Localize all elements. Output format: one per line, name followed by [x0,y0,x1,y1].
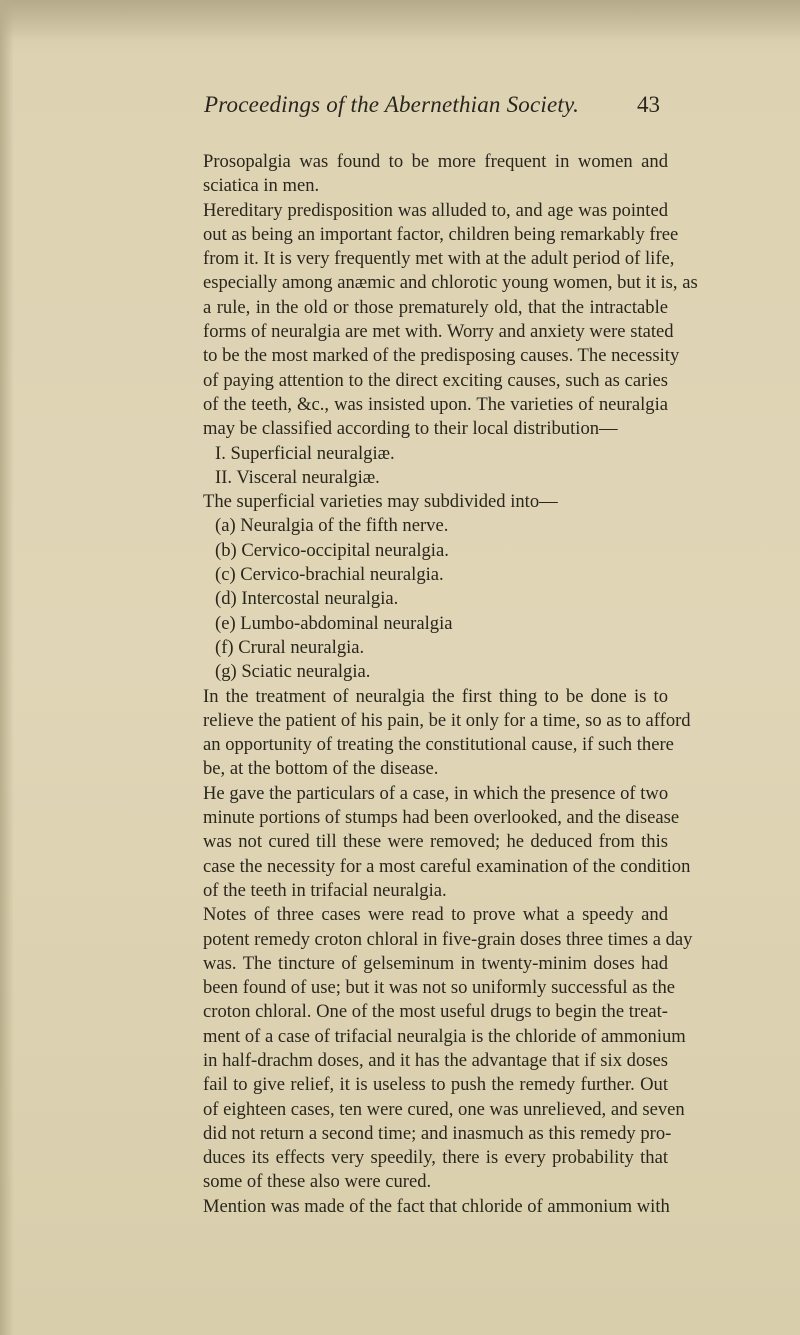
text-line: The superficial varieties may subdivided into— [203,491,558,513]
list-item: (f) Crural neuralgia. [215,636,365,658]
page-number: 43 [637,92,660,117]
text-line: a rule, in the old or those prematurely old, that the intractable [203,296,668,318]
list-item: (g) Sciatic neuralgia. [215,661,371,683]
text-line: especially among anæmic and chlorotic young women, but it is, as [203,272,698,294]
list-item: I. Superficial neuralgiæ. [215,442,395,464]
text-line: of eighteen cases, ten were cured, one was unrelieved, and seven [203,1098,685,1120]
text-line: of the teeth, &c., was insisted upon. The varieties of neuralgia [203,393,668,415]
text-line: be, at the bottom of the disease. [203,758,439,780]
text-line: sciatica in men. [203,175,320,197]
text-line: Mention was made of the fact that chloride of ammonium with [203,1195,670,1217]
running-head: Proceedings of the Abernethian Society. [204,92,580,117]
text-line: of the teeth in trifacial neuralgia. [203,879,447,901]
list-item: (e) Lumbo-abdominal neuralgia [215,612,453,634]
text-line: some of these also were cured. [203,1171,432,1193]
text-line: Notes of three cases were read to prove what a speedy and [203,904,668,926]
text-line: ment of a case of trifacial neuralgia is the chloride of ammonium [203,1025,686,1047]
text-line: out as being an important factor, children being remarkably free [203,223,679,245]
list-item: (c) Cervico-brachial neuralgia. [215,564,444,586]
text-line: did not return a second time; and inasmuch as this remedy pro- [203,1122,672,1144]
text-line: was. The tincture of gelseminum in twenty-minim doses had [203,952,668,974]
list-item: (d) Intercostal neuralgia. [215,588,399,610]
text-line: been found of use; but it was not so uniformly successful as the [203,977,675,999]
list-item: (b) Cervico-occipital neuralgia. [215,539,449,561]
page-header [204,92,660,126]
text-line: an opportunity of treating the constitutional cause, if such there [203,734,674,756]
text-line: croton chloral. One of the most useful drugs to begin the treat- [203,1001,668,1023]
text-line: case the necessity for a most careful examination of the condition [203,855,691,877]
text-line: He gave the particulars of a case, in which the presence of two [203,782,669,804]
text-line: was not cured till these were removed; he deduced from this [203,831,668,853]
text-line: In the treatment of neuralgia the first thing to be done is to [203,685,668,707]
text-line: from it. It is very frequently met with at the adult period of life, [203,248,675,270]
text-line: forms of neuralgia are met with. Worry and anxiety were stated [203,321,674,343]
text-line: Prosopalgia was found to be more frequent in women and [203,151,668,172]
text-line: duces its effects very speedily, there is every probability that [203,1147,668,1169]
body-text [203,150,698,1219]
page-left-edge [0,0,14,1335]
list-item: II. Visceral neuralgiæ. [215,466,380,488]
list-item: (a) Neuralgia of the fifth nerve. [215,515,449,537]
text-line: of paying attention to the direct exciting causes, such as caries [203,369,668,391]
text-line: in half-drachm doses, and it has the advantage that if six doses [203,1049,668,1071]
page-top-shadow [0,0,800,40]
text-line: Hereditary predisposition was alluded to, and age was pointed [203,199,668,221]
text-line: potent remedy croton chloral in five-grain doses three times a day [203,928,693,950]
text-line: relieve the patient of his pain, be it only for a time, so as to afford [203,709,691,731]
text-line: minute portions of stumps had been overlooked, and the disease [203,807,680,829]
text-line: may be classified according to their local distribution— [203,418,618,440]
text-line: to be the most marked of the predisposing causes. The necessity [203,345,680,367]
text-line: fail to give relief, it is useless to push the remedy further. Out [203,1074,668,1096]
